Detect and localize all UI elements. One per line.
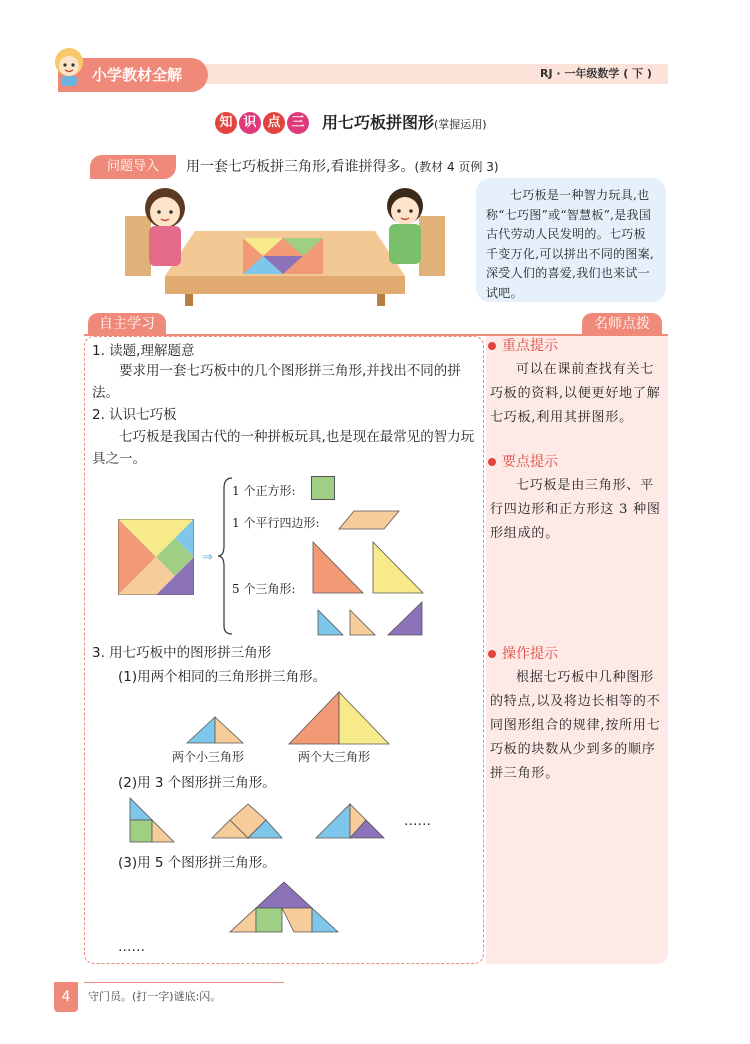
three-piece-a [128, 796, 180, 846]
badge-1: 知 [215, 112, 237, 134]
part-parallelogram-label: 1 个平行四边形: [232, 516, 320, 530]
mascot-icon [48, 44, 90, 90]
three-piece-b [210, 802, 284, 840]
tip-2-body: 七巧板是由三角形、平行四边形和正方形这 3 种图形组成的。 [490, 478, 661, 541]
ellipsis-1: …… [404, 813, 431, 829]
section-title-text: 用七巧板拼图形 [322, 113, 435, 132]
five-piece-triangle [228, 880, 340, 934]
tip-3-head: 操作提示 [488, 644, 558, 664]
section-badges [215, 112, 309, 134]
section-title [322, 112, 487, 136]
step-3a-text: (1)用两个相同的三角形拼三角形。 [118, 669, 327, 685]
step-1-title: 1. 读题,理解题意 [92, 343, 195, 359]
badge-3: 点 [263, 112, 285, 134]
tip-2-head: 要点提示 [488, 452, 558, 472]
three-piece-c [314, 802, 386, 840]
triangle-pieces [310, 540, 430, 640]
section-subtitle: (掌握运用) [434, 118, 487, 131]
lead-reference: (教材 4 页例 3) [414, 160, 499, 174]
badge-4: 三 [287, 112, 309, 134]
children-tangram-illustration [125, 176, 445, 306]
part-square-label: 1 个正方形: [232, 484, 296, 498]
tab-teacher-tips: 名师点拨 [582, 313, 662, 335]
step-3-title: 3. 用七巧板中的图形拼三角形 [92, 645, 272, 661]
tip-1-body: 可以在课前查找有关七巧板的资料,以便更好地了解七巧板,利用其拼图形。 [490, 362, 661, 425]
brace-icon [218, 476, 234, 636]
step-3b-text: (2)用 3 个图形拼三角形。 [118, 775, 276, 791]
step-2-body: 七巧板是我国古代的一种拼板玩具,也是现在最常见的智力玩具之一。 [92, 429, 475, 467]
two-small-triangles [185, 715, 245, 745]
footer-riddle: 守门员。(打一字)谜底:闪。 [88, 990, 222, 1003]
two-big-triangles [287, 690, 391, 746]
step-1-body: 要求用一套七巧板中的几个图形拼三角形,并找出不同的拼法。 [92, 363, 461, 401]
part-triangles-label: 5 个三角形: [232, 582, 296, 596]
step-2-title: 2. 认识七巧板 [92, 407, 177, 423]
parallelogram-piece [338, 510, 400, 530]
ellipsis-2: …… [118, 939, 145, 955]
full-tangram-figure [118, 519, 194, 595]
step-3c-text: (3)用 5 个图形拼三角形。 [118, 855, 276, 871]
header-grade: RJ · 一年级数学 ( 下 ) [540, 67, 652, 80]
badge-2: 识 [239, 112, 261, 134]
lead-tag: 问题导入 [90, 155, 176, 179]
tip-1-head: 重点提示 [488, 336, 558, 356]
page-number: 4 [54, 982, 78, 1012]
intro-note: 七巧板是一种智力玩具,也称“七巧图”或“智慧板”,是我国古代劳动人民发明的。七巧板千变万化,可以拼出不同的图案,深受人们的喜爱,我们也来试一试吧。 [476, 178, 666, 302]
tip-3-body: 根据七巧板中几种图形的特点,以及将边长相等的不同图形组合的规律,按所用七巧板的块数从少到多的顺序拼三角形。 [490, 670, 661, 781]
book-title: 小学教材全解 [58, 58, 208, 92]
label-two-small: 两个小三角形 [172, 750, 245, 764]
arrow-icon: ⇒ [202, 550, 213, 565]
square-piece [311, 476, 335, 500]
lead-question: 用一套七巧板拼三角形,看谁拼得多。 [186, 159, 415, 175]
tab-self-study: 自主学习 [88, 313, 166, 335]
label-two-big: 两个大三角形 [298, 750, 371, 764]
footer-rule [84, 982, 284, 983]
